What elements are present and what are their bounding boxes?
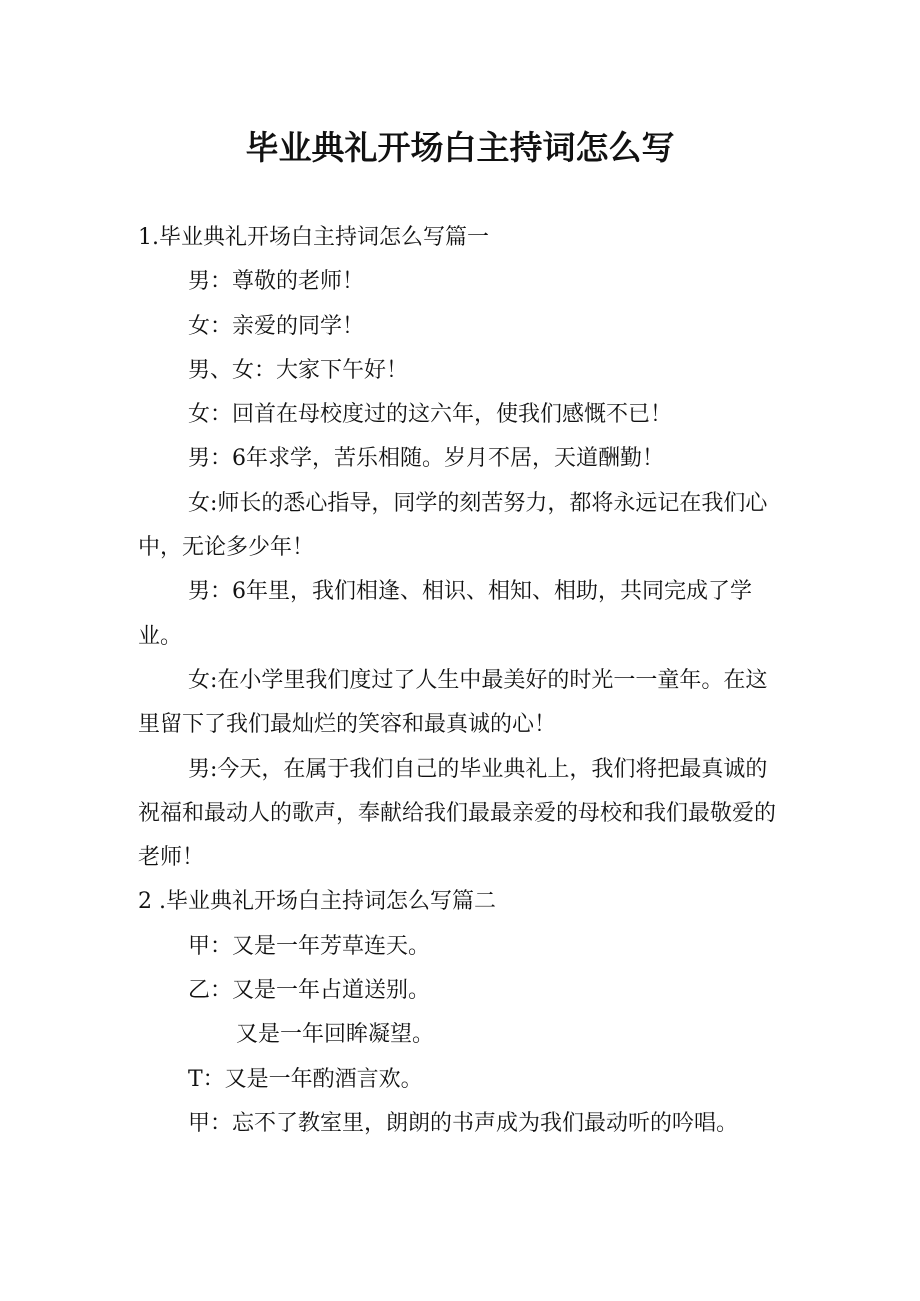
- document-body: [138, 216, 788, 1146]
- dialogue-line: 男：尊敬的老师！: [188, 269, 365, 295]
- dialogue-line: 男:今天，在属于我们自己的毕业典礼上，我们将把最真诚的祝福和最动人的歌声，奉献给我们最最亲爱的母校和我们最敬爱的老师！: [138, 756, 777, 871]
- document-title: 毕业典礼开场白主持词怎么写: [245, 128, 675, 167]
- dialogue-line: 女：亲爱的同学！: [188, 313, 365, 339]
- dialogue-line: 女:师长的悉心指导，同学的刻苦努力，都将永远记在我们心中，无论多少年！: [138, 490, 768, 561]
- dialogue-line: 甲：又是一年芳草连天。: [188, 933, 431, 959]
- dialogue-line: T：又是一年酌酒言欢。: [188, 1066, 423, 1092]
- dialogue-line: 男：6年里，我们相逢、相识、相知、相助，共同完成了学业。: [138, 579, 752, 649]
- section-heading-1: 1.毕业典礼开场白主持词怎么写篇一: [138, 225, 489, 250]
- dialogue-line: 男、女：大家下午好！: [188, 357, 409, 383]
- dialogue-line: 又是一年回眸凝望。: [236, 1022, 435, 1048]
- dialogue-line: 乙：又是一年占道送别。: [188, 978, 431, 1004]
- dialogue-line: 男：6年求学，苦乐相随。岁月不居，天道酬勤！: [188, 446, 664, 472]
- dialogue-line: 女：回首在母校度过的这六年，使我们感慨不已！: [188, 402, 673, 428]
- dialogue-line: 甲：忘不了教室里，朗朗的书声成为我们最动听的吟唱。: [188, 1110, 739, 1136]
- dialogue-line: 女:在小学里我们度过了人生中最美好的时光一一童年。在这里留下了我们最灿烂的笑容和最真诚的心！: [138, 667, 768, 738]
- section-heading-2: 2 .毕业典礼开场白主持词怎么写篇二: [138, 889, 496, 915]
